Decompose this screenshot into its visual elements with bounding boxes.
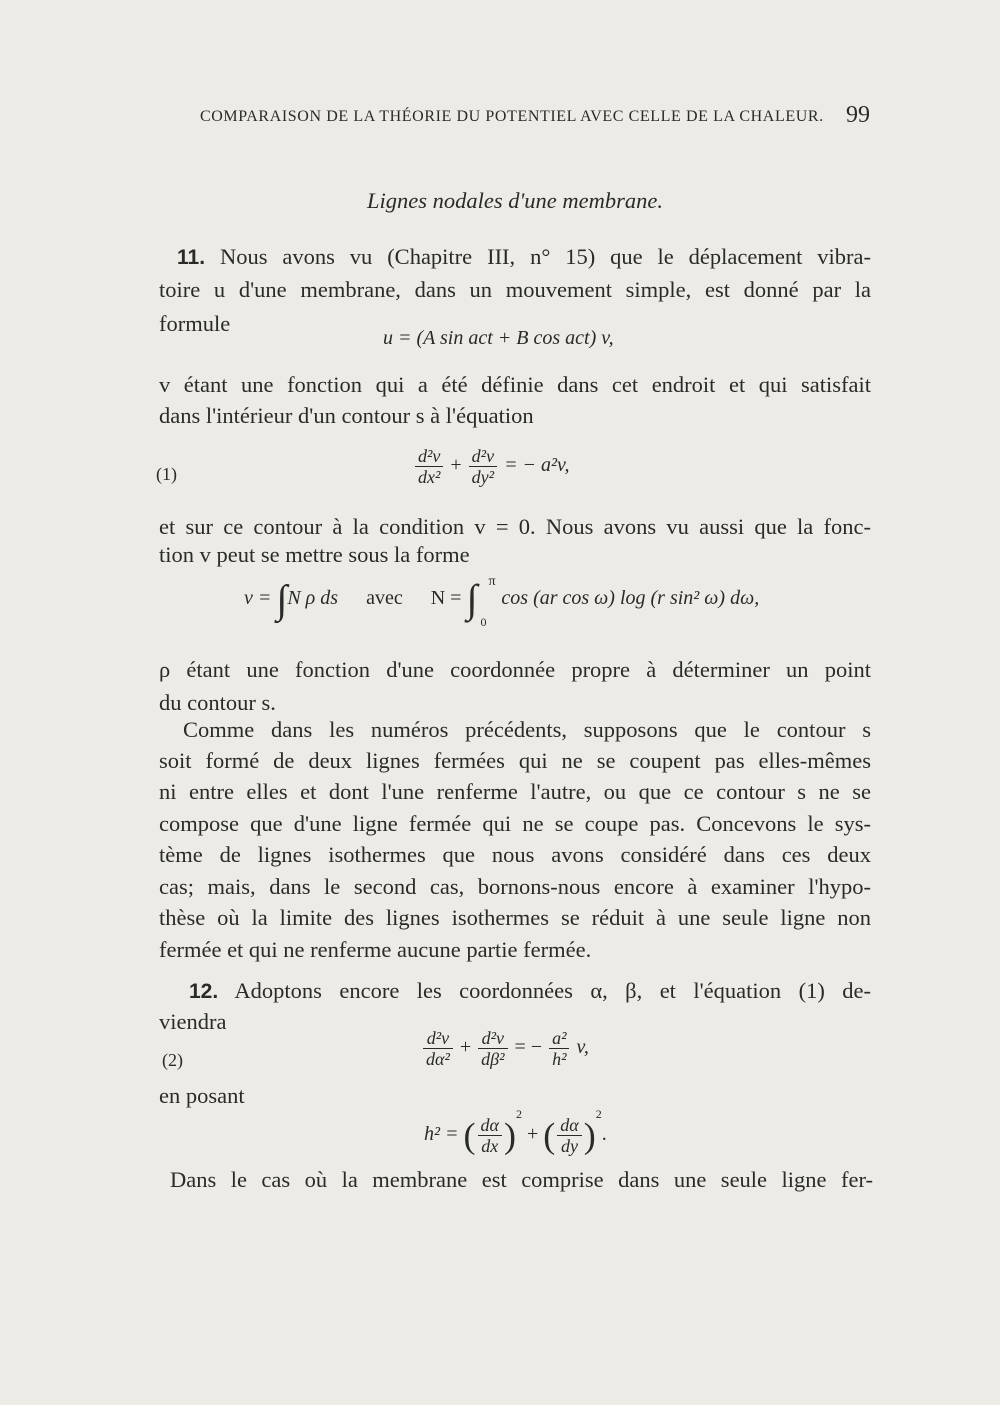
para-comme-line-3: ni entre elles et dont l'une renferme l'autre, ou que ce contour s ne se — [159, 779, 871, 804]
last-line: Dans le cas où la membrane est comprise dans une seule ligne fer- — [170, 1167, 873, 1192]
page-number: 99 — [846, 102, 870, 128]
para11c-line-2: tion v peut se mettre sous la forme — [159, 542, 470, 567]
para-comme-line-6: cas; mais, dans le second cas, bornons-nous encore à examiner l'hypo- — [159, 874, 871, 899]
section-number-12: 12. — [189, 980, 219, 1003]
plus-sign: + — [526, 1123, 539, 1145]
para-comme-line-1 — [159, 716, 871, 744]
formula-v-integrand2: cos (ar cos ω) log (r sin² ω) dω, — [501, 587, 760, 609]
equation-tail: v, — [576, 1036, 589, 1059]
denominator: dx² — [418, 467, 441, 487]
para12-line-2: viendra — [159, 1009, 227, 1034]
section-number-11: 11. — [177, 246, 206, 269]
integral-lower-limit: 0 — [480, 615, 487, 630]
formula-v-n-eq: N = — [430, 587, 462, 609]
denominator: h² — [552, 1049, 567, 1069]
period: . — [601, 1123, 607, 1145]
exponent: 2 — [515, 1107, 522, 1121]
section-title: Lignes nodales d'une membrane. — [366, 188, 664, 213]
fraction — [469, 446, 497, 487]
para11-line-1 — [159, 243, 871, 272]
equation-h-lhs: h² = — [424, 1123, 459, 1145]
formula-v — [244, 574, 760, 630]
para12-text-1: Adoptons encore les coordonnées α, β, et l'équation (1) de- — [234, 978, 871, 1003]
numerator: d²v — [415, 446, 443, 467]
en-posant: en posant — [159, 1083, 245, 1108]
denominator: dx — [481, 1135, 499, 1156]
running-title: COMPARAISON DE LA THÉORIE DU POTENTIEL AVEC CELLE DE LA CHALEUR. — [200, 108, 824, 125]
fraction — [423, 1028, 453, 1069]
para11-line-3: formule — [159, 311, 231, 336]
para12-line-1 — [159, 977, 871, 1006]
equation-h — [424, 1102, 607, 1156]
numerator: d²v — [423, 1028, 453, 1049]
formula-v-left: v = — [244, 587, 272, 609]
equation-1: $\frac{\text{d²v}}{\text{dx²}}$ + $\frac{\text{d²v}}{\text{dy²}}$ = − a²v, — [413, 446, 569, 487]
numerator: d²v — [478, 1028, 507, 1049]
left-paren: ( — [463, 1115, 476, 1156]
para11d-line-2: du contour s. — [159, 690, 276, 715]
para11c-line-1: et sur ce contour à la condition v = 0. Nous avons vu aussi que la fonc- — [159, 514, 871, 539]
para-comme-text-1: Comme dans les numéros précédents, supposons que le contour s — [183, 717, 871, 742]
denominator: dy² — [471, 467, 495, 487]
exponent: 2 — [595, 1107, 602, 1121]
left-paren: ( — [543, 1115, 556, 1156]
formula-v-avec: avec — [366, 587, 403, 609]
formula-v-integrand: N ρ ds — [287, 587, 339, 609]
para11b-line-2: dans l'intérieur d'un contour s à l'équation — [159, 403, 534, 428]
integral-upper-limit: π — [488, 574, 496, 590]
numerator: dα — [478, 1115, 502, 1136]
para11d-line-1: ρ étant une fonction d'une coordonnée propre à déterminer un point — [159, 657, 871, 682]
equation-label-2: (2) — [162, 1050, 183, 1070]
fraction — [415, 446, 443, 487]
integral-sign: ∫ — [276, 576, 288, 622]
fraction — [478, 1028, 507, 1069]
numerator: a² — [549, 1028, 569, 1049]
para11-text-1: Nous avons vu (Chapitre III, n° 15) que le déplacement vibra- — [219, 244, 872, 269]
equation-label-1: (1) — [156, 464, 177, 484]
para11b-line-1: v étant une fonction qui a été définie dans cet endroit et qui satisfait — [159, 372, 871, 397]
para-comme-line-8: fermée et qui ne renferme aucune partie fermée. — [159, 937, 592, 962]
equation-rhs: = − a²v, — [504, 454, 570, 477]
equation-eq: = − — [514, 1036, 543, 1059]
right-paren: ) — [583, 1115, 596, 1156]
para-comme-line-5: tème de lignes isothermes que nous avons considéré dans ces deux — [159, 842, 871, 867]
denominator: dα² — [426, 1049, 450, 1069]
equation-2: $\frac{\text{d²v}}{\text{dα²}}$ + $\frac{\text{d²v}}{\text{dβ²}}$ = − $\frac{\text{a²}}{\text{h²}}$ v, — [421, 1028, 589, 1069]
denominator: dy — [560, 1135, 578, 1156]
fraction — [557, 1115, 581, 1156]
para-comme-line-4: compose que d'une ligne fermée qui ne se coupe pas. Concevons le sys- — [159, 811, 871, 836]
right-paren: ) — [503, 1115, 516, 1156]
denominator: dβ² — [481, 1049, 505, 1069]
para11-line-2: toire u d'une membrane, dans un mouvement simple, est donné par la — [159, 277, 871, 302]
integral-sign-limits: ∫ π 0 — [466, 576, 477, 621]
fraction — [549, 1028, 569, 1069]
para-comme-line-2: soit formé de deux lignes fermées qui ne se coupent pas elles-mêmes — [159, 748, 871, 773]
fraction — [478, 1115, 502, 1156]
formula-u: u = (A sin act + B cos act) v, — [383, 327, 614, 349]
numerator: dα — [557, 1115, 581, 1136]
para-comme-line-7: thèse où la limite des lignes isothermes se réduit à une seule ligne non — [159, 905, 871, 930]
numerator: d²v — [469, 446, 497, 467]
